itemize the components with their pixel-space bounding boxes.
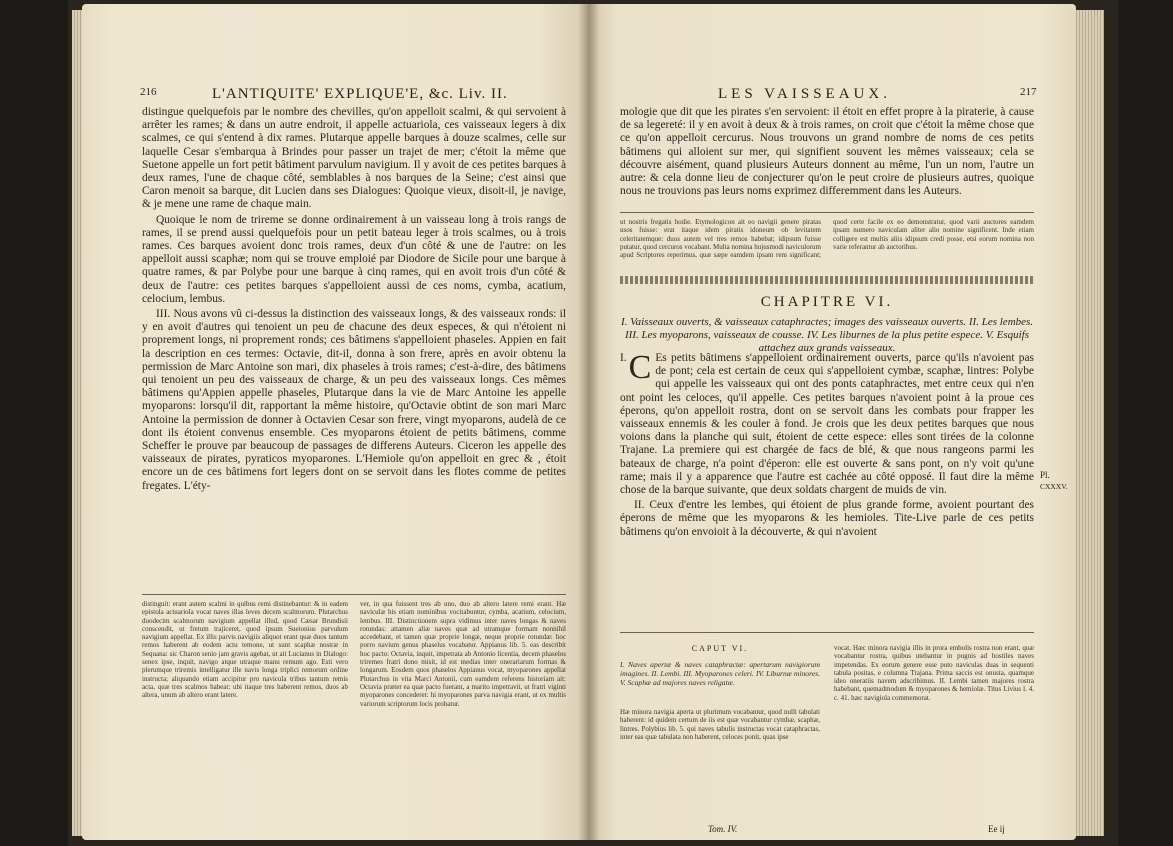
notes-rule-right-bottom	[620, 632, 1034, 633]
paragraph	[620, 352, 1034, 497]
running-head-left: L'ANTIQUITE' EXPLIQUE'E, &c. Liv. II.	[212, 86, 508, 102]
plate-reference	[1040, 470, 1068, 492]
notes-rule-right	[620, 212, 1034, 213]
paragraph: II. Ceux d'entre les lembes, qui étoient de plus grande forme, avoient pourtant des éperons de même que les myoparons & les hemioles. Tite-Live parle de ces petits bâtimens qu'on envoioit à la découverte, & qui n'avoient	[620, 499, 1034, 538]
notes-column-1-left: distinguit: erant autem scalmi in quibus remi distinebantur: & in eadem epistola actuariola vocat naves illas leves decem scalmorum. Plutarchus duodecim scalmorum navigium appellat illud, quod Cæsar Brundisii conscendit, ut fretum trajiceret, quod ipsum Suetonius parvulum navigium appellat. Ex illis parvis navigiis aliquot erant quæ duos tantum remos haberent ab eodem actu temone, ut sunt scaphæ nostræ in Sequana: sic Charon senio jam gravis agebat, ut ait Lucianus in Dialogo: senex ipse, inquit, navigo atque utraque manu remum ago. Esti vero plerumque triremis intelligatur ille navis longa triplici remorum ordine instructa; aliquando etiam accipitur pro navicula tribus tantum remis acta, quæ tres scalmos habeat: ubi itaque tres haberent remos, duos ab altera, unum ab altero erant latere.	[142, 600, 348, 700]
ornament-band	[620, 276, 1034, 284]
paragraph: distingue quelquefois par le nombre des chevilles, qu'on appelloit scalmi, & qui servoient à arrêter les rames; & dans un autre endroit, il appelle actuariola, ces vaisseaux legers à dix scalmes, ce qui s'entend à dix rames. Plutarque appelle barques à douze scalmes, celle sur laquelle Cesar s'embarqua à Brindes pour passer un trajet de mer; c'étoit la même que Suetone appelle un fort petit bâtiment parvulum navigium. Il y avoit de ces petites barques à deux rames, l'une de chaque côté, semblables à nos barques de la Seine; c'est ainsi que Caron menoit sa barque, dit Lucien dans ses Dialogues: Quoique vieux, disoit-il, je navige, & je mene une rame de chaque main.	[142, 106, 566, 211]
notes-column-2-left: ver, in qua fuissent tres ab uno, duo ab altero latere remi erant. Hæ naviculæ his etiam nominibus vocitabuntur, cymba, acatium, celocium, lembus. III. Distinctionem supra vidimus inter naves longas & naves rotundas: attamen aliæ naves quæ ad utramque formam nonnihil accedebant, et tamen quæ proprie longæ, neque proprie rotundæ: hoc porro navium genus phaselus vocabatur. Appianus lib. 5. eas describit hoc pacto: Octavia, inquit, impetrata ab Antonio licentia, decem phaselos triremes fratri dono misit, id est medias inter onerariarum formas & longarum. Eosdem quos phaselos Appianus vocat, myoparones appellat Plutarchus in vita Marci Antonii, cum eamdem referens historiam ait: Octavia præter ea quæ pacto fuerant, a marito impetravit, ut fratri viginti myoparones concederet: hi myoparones parva navigia erant, ut ex multis variorum scriptorum locis probatur.	[360, 600, 566, 708]
chapter-summary: I. Vaisseaux ouverts, & vaisseaux cataphractes; images des vaisseaux ouverts. II. Les lembes. III. Les myoparons, vaisseaux de cousse. IV. Les liburnes de la plus petite espece. V. Esquifs attachez aux grands vaisseaux.	[620, 316, 1034, 354]
caput-body-right: vocat. Hæc minora navigia illis in prora embolis rostra non erant, quæ vocabantur rostra, quibus utebantur in pugnis ad hostiles naves impetendas. Ex eorum genere esse puto naviculas duas in sequenti tabula positas, e columna Trajana. Prima saccis est onusta, quamque ideo oneratiis navem adscribimus. II. Lembi tamen majores rostra habebant, quemadmodum & myoparones & hemiolæ. Titus Livius l. 4. c. 41. hæc navigiola commemorat.	[834, 644, 1034, 702]
section-numeral: I.	[620, 352, 627, 364]
paragraph-text: Es petits bâtimens s'appelloient ordinairement ouverts, parce qu'ils n'avoient pas de pont; cela est certain de ceux qui s'appelloient cymbæ, scaphæ, lintres: Polybe qui appelle les vaisseaux qui ont des ponts cataphractes, met entre ceux qui n'en ont point les celoces, qu'il appelle. Ces petites barques n'avoient point à la proue ces éperons, qu'on appelloit rostra, dont on se servoit dans les combats pour frapper les vaisseaux ennemis & les couler à fond. Je crois que les deux petites barques que nous voions dans la planche qui suit, étoient de cette espece: elles sont tirées de la colonne Trajane. La premiere qui est chargée de facs de blé, & que nous rangeons parmi les bateaux de charge, n'a point d'éperon: elle est ouverte & sans pont, on n'y voit qu'une rame; mais il y a apparence que l'autre est cachée au côté opposé. Il faut dire la même chose de la barque suivante, que deux soldats chargent de muids de vin.	[620, 352, 1034, 497]
drop-cap: C	[628, 352, 652, 386]
body-text-right	[620, 106, 1034, 206]
paragraph: III. Nous avons vû ci-dessus la distinction des vaisseaux longs, & des vaisseaux ronds: il y en avoit d'autres qui tenoient un peu de chacune des deux especes, & qui n'étoient ni proprement longs, ni proprement ronds; ces bâtimens s'appelloient phaseles. Appien en fait la description en ces termes: Octavie, dit-il, donna à son frere, après en avoir obtenu la permission de Marc Antoine son mari, dix phaseles à trois rames; c'est-à-dire, des bâtimens qui tenoient un peu des vaisseaux de charge, & un peu des vaisseaux longs. Ces mêmes bâtimens qu'Appien appelle phaseles, Plutarque dans la vie de Marc Antoine les appelle myoparons: lorsqu'il dit, rapportant la même histoire, qu'Octavie obtint de son mari Marc Antoine la permission de donner à Octavien Cesar son frere, vingt myoparons, audelà de ce dont ils étoient convenus ensemble. Ces myoparons étoient de petits bâtimens, comme Scheffer le prouve par beaucoup de passages de differens Auteurs. Ciceron les appelle des vaisseaux de pirates, pyraticos myoparones. L'Hemiole qu'on appelloit en grec & , étoit encore un de ces bâtimens fort legers dont on se servoit dans les flotes comme de petites fregates. L'éty-	[142, 308, 566, 492]
running-head-right: LES VAISSEAUX.	[718, 86, 891, 102]
notes-rule-left	[142, 594, 566, 595]
plate-label: Pl.	[1040, 470, 1050, 480]
volume-signature: Tom. IV.	[708, 824, 738, 834]
caput-summary: I. Naves apertæ & naves cataphractæ: apertarum navigiorum imagines. II. Lembi. III. Myoparones celeri. IV. Liburnæ minores. V. Scaphæ ad majores naves religatæ.	[620, 660, 820, 687]
plate-number: CXXXV.	[1040, 482, 1068, 491]
page-number-left: 216	[140, 86, 157, 98]
chapter-body	[620, 352, 1034, 622]
paragraph: mologie que dit que les pirates s'en servoient: il étoit en effet propre à la piraterie, à cause de sa legereté: il y en avoit à deux & à trois rames, on croit que c'étoit la même chose que ce qu'on appelloit cercurus. Nous trouvons un grand nombre de noms de ces petits bâtimens qui alloient sur mer, qui signifient souvent les mêmes vaisseaux; cela se découvre aisément, quand plusieurs Auteurs donnent au même, l'un un nom, l'autre un autre: & cela donne lieu de conjecturer qu'on le peut croire de plusieurs autres, quoique nous ne trouvions pas leurs noms exprimez differemment dans les Auteurs.	[620, 106, 1034, 198]
left-page	[82, 4, 588, 840]
paragraph: Quoique le nom de trireme se donne ordinairement à un vaisseau long à trois rangs de rames, il se prend aussi quelquefois pour un petit bateau leger à trois scalmes, ou à trois rames. Ces barques avoient donc trois rames, deux d'un côté & une de l'autre: on les appelloit aussi scaphæ; nom qui se trouve emploié par Diodore de Sicile pour une barque à quatre rames, & par Polybe pour une barque à cinq rames, qui en avoit trois d'un côté & deux de l'autre: ces petites barques s'appelloient aussi de ces noms, cymba, acatium, celocium, lembus.	[142, 213, 566, 305]
notes-top-right: ut nostris fregatis hodie. Etymologicon ait eo navigii genere piratas usos fuisse: erat itaque idem piratis idoneum ob levitatem celeritatemque: duos autem vel tres remos habebat; idipsum fuisse putatur, quod cercuros vocabant. Multa nomina hujusmodi naviculorum apud Scriptores reperimus, quæ sæpe eamdem ipsam rem significant; quod certe facile ex eo demonstratur, quod varii auctores eamdem ipsam numero naviculam aliter alio nomine significent. Inde etiam colligere est multis aliis idipsum credi posse, etsi eorum nomina non varie referantur ab auctoribus.	[620, 218, 1034, 260]
caput-title: CAPUT VI.	[691, 644, 749, 653]
chapter-title: CHAPITRE VI.	[760, 294, 894, 310]
book-gutter	[578, 4, 600, 840]
page-edges-right	[1076, 10, 1104, 836]
body-text-left	[142, 106, 566, 584]
caput-body-left: Hæ minora navigia aperta ut plurimum vocabantur, quod nulli tabulati haberent: id quidem certum de iis est quæ vocabantur cymbæ, scaphæ, lintres. Polybius lib. 5. qui naves tabulis instructas vocat cataphractas, inter eas quæ tabulata non haberent, celoces ponit, quas ipse	[620, 708, 820, 741]
right-page	[588, 4, 1076, 840]
page-number-right: 217	[1020, 86, 1037, 98]
gathering-signature: Ee ij	[988, 824, 1005, 834]
